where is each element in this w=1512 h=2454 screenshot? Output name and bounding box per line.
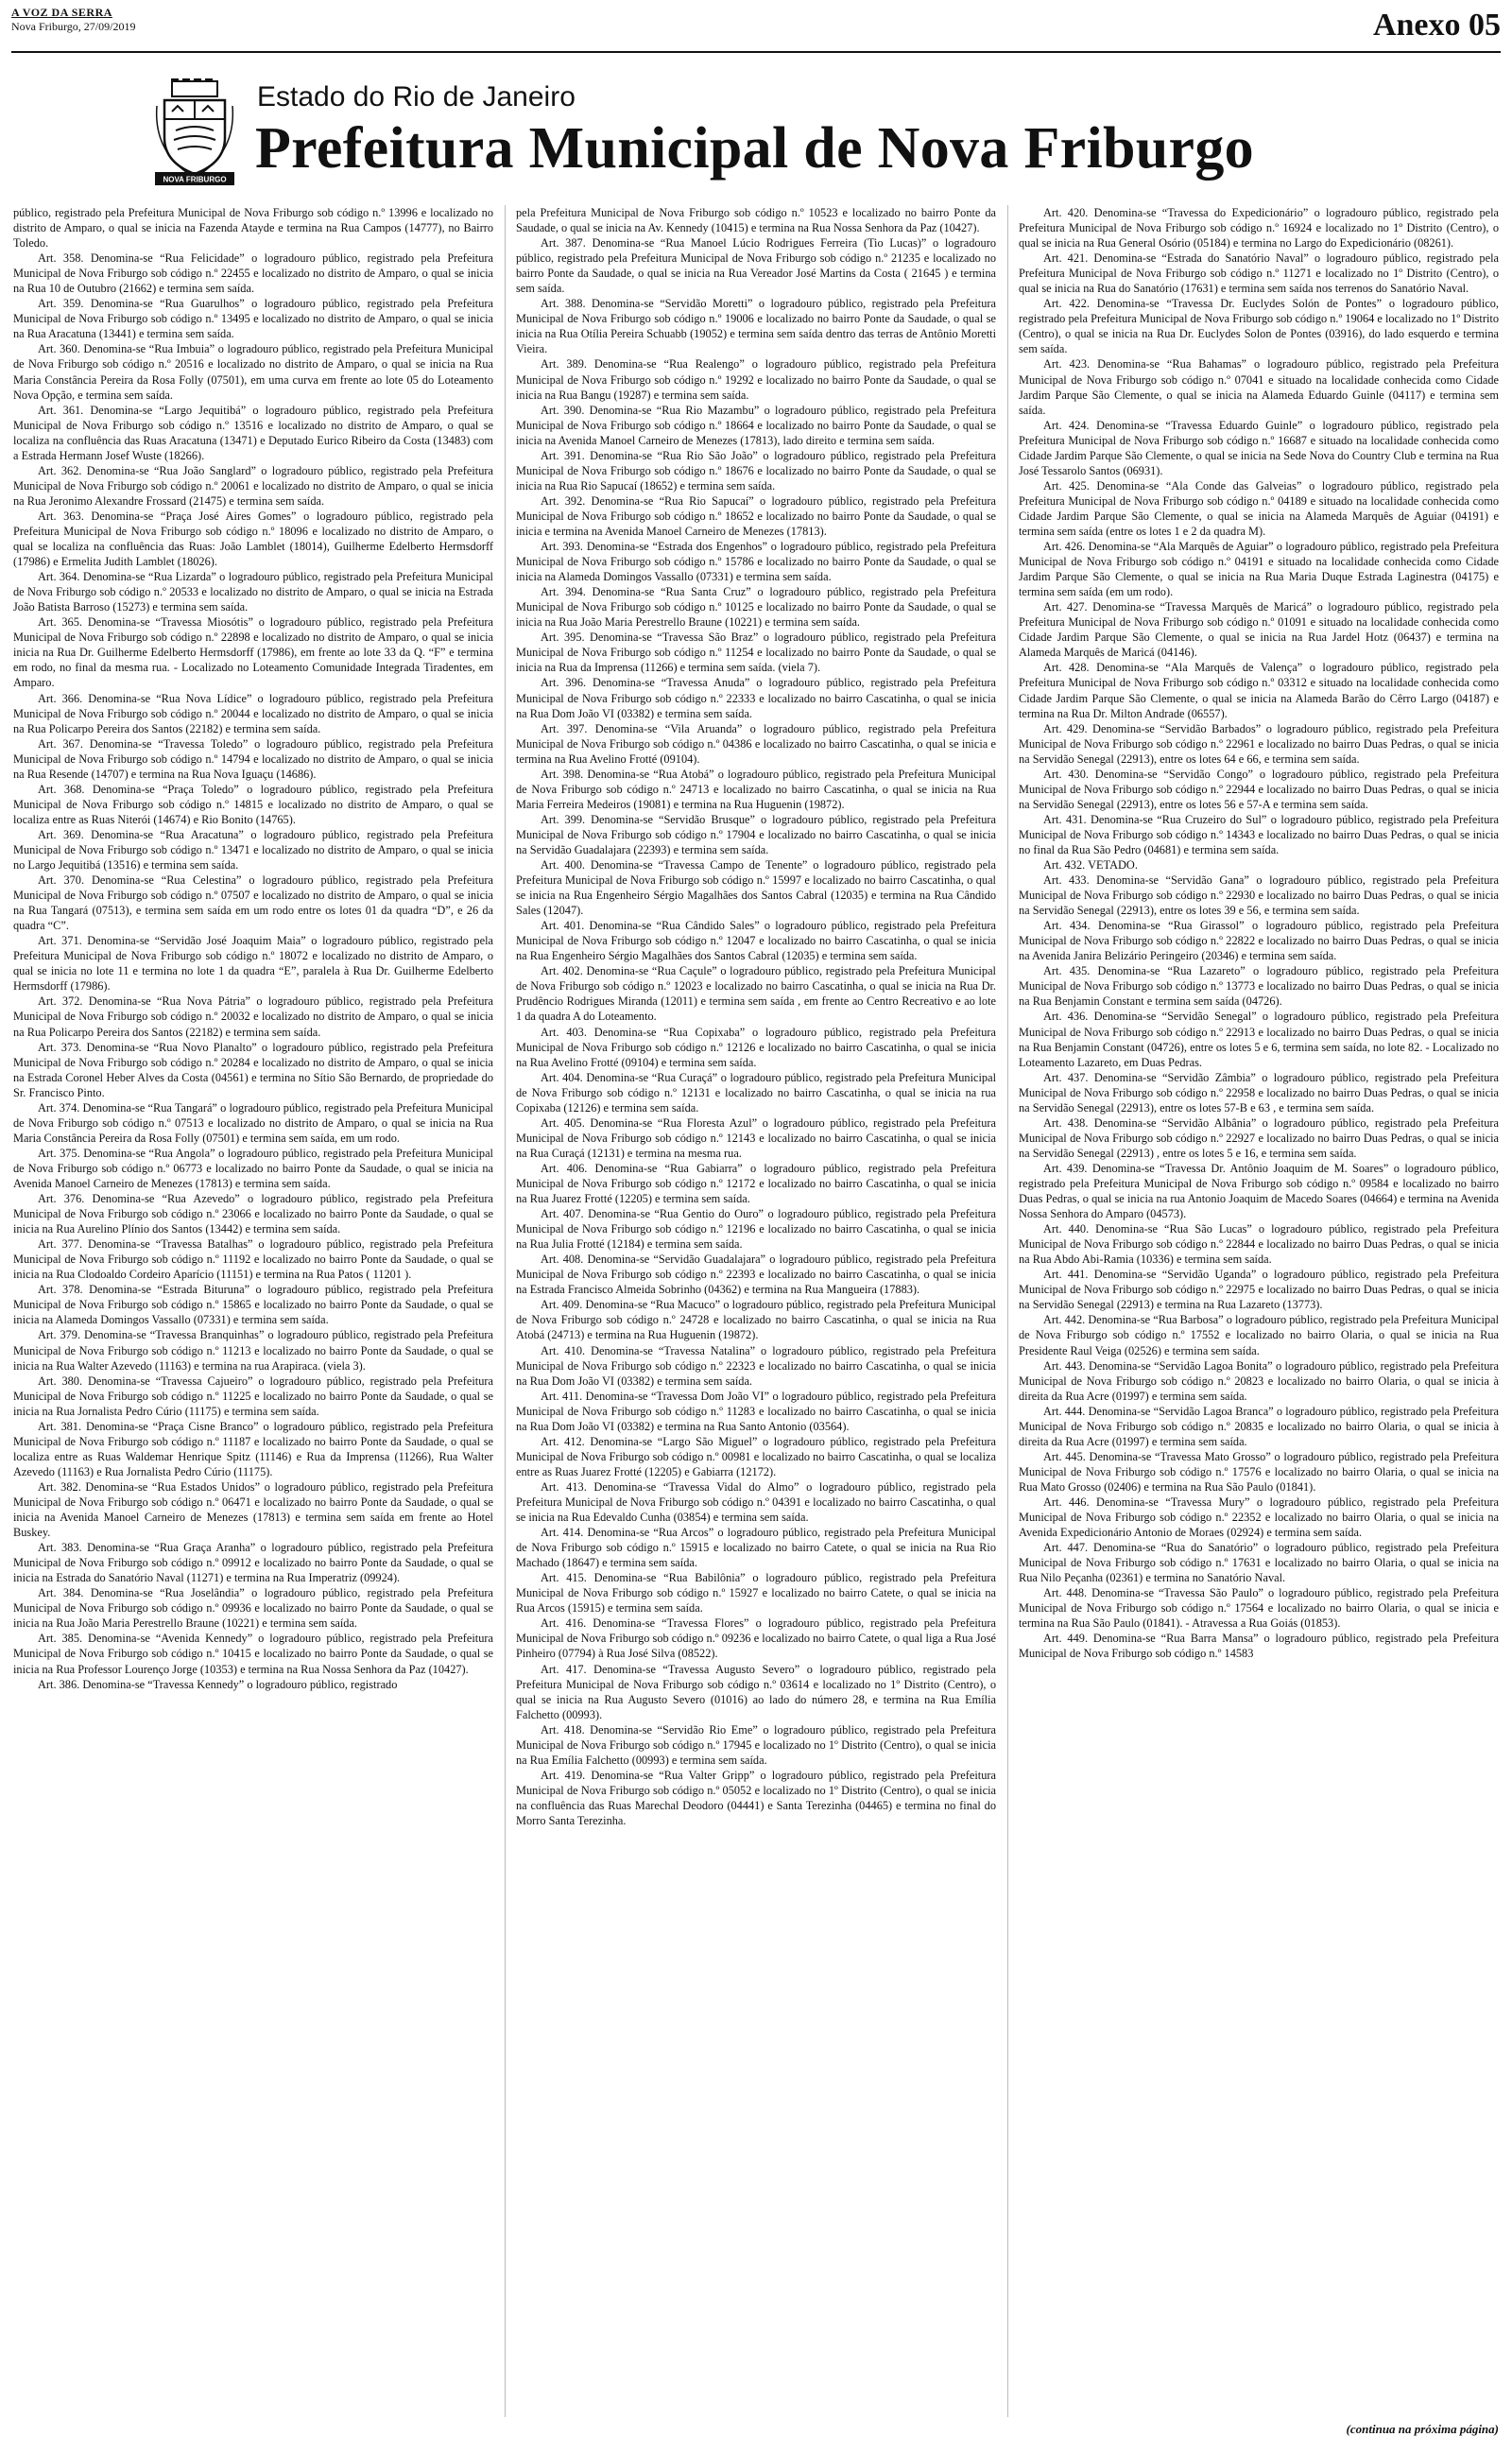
article-paragraph: Art. 410. Denomina-se “Travessa Natalina” o logradouro público, registrado pela Prefeitura Municipal de Nova Friburgo sob código n.º 22323 e localizado no bairro Cascatinha, o qual se inicia na Rua Dom João VI (03382) e termina sem saída. [516, 1343, 996, 1388]
article-paragraph: Art. 403. Denomina-se “Rua Copixaba” o logradouro público, registrado pela Prefeitura Municipal de Nova Friburgo sob código n.º 12126 e localizado no bairro Cascatinha, o qual se inicia na Rua Avelino Frotté (09104) e termina sem saída. [516, 1025, 996, 1069]
article-paragraph: Art. 359. Denomina-se “Rua Guarulhos” o logradouro público, registrado pela Prefeitura Municipal de Nova Friburgo sob código n.º 13495 e localizado no distrito de Amparo, o qual se inicia na Rua Aracatuna (13441) e termina sem saída. [13, 297, 493, 341]
text-column-3 [1019, 205, 1499, 2417]
article-paragraph: Art. 365. Denomina-se “Travessa Miosótis” o logradouro público, registrado pela Prefeitura Municipal de Nova Friburgo sob código n.º 22898 e localizado no distrito de Amparo, o qual se inicia inicia na Rua Dr. Guilherme Edelberto Hermsdorff (17986), em frente ao lote 33 da Q. “F” e termina em rodo, no final da mesma rua. - Localizado no Loteamento Comunidade Integrada Tiradentes, em Amparo. [13, 615, 493, 690]
article-paragraph: Art. 440. Denomina-se “Rua São Lucas” o logradouro público, registrado pela Prefeitura Municipal de Nova Friburgo sob código n.º 22844 e localizado no bairro Duas Pedras, o qual se inicia na Rua Abdo Abi-Ramia (10336) e termina sem saída. [1019, 1222, 1499, 1267]
article-paragraph: Art. 421. Denomina-se “Estrada do Sanatório Naval” o logradouro público, registrado pela Prefeitura Municipal de Nova Friburgo sob código n.º 11271 e localizado no 1º Distrito (Centro), o qual se inicia na Rua do Sanatório (17631) e termina sem saída nos terrenos do Sanatório Naval. [1019, 251, 1499, 296]
article-paragraph: Art. 368. Denomina-se “Praça Toledo” o logradouro público, registrado pela Prefeitura Municipal de Nova Friburgo sob código n.º 14815 e localizado no distrito de Amparo, o qual se localiza entre as Ruas Niterói (14674) e Rio Bonito (14765). [13, 782, 493, 826]
article-paragraph: Art. 444. Denomina-se “Servidão Lagoa Branca” o logradouro público, registrado pela Prefeitura Municipal de Nova Friburgo sob código n.º 20835 e localizado no bairro Olaria, o qual se inicia à direita da Rua Acre (01997) e termina sem saída. [1019, 1404, 1499, 1448]
article-paragraph: Art. 402. Denomina-se “Rua Caçule” o logradouro público, registrado pela Prefeitura Municipal de Nova Friburgo sob código n.º 12023 e localizado no bairro Cascatinha, o qual se inicia na Rua Dr. Prudêncio Rodrigues Miranda (12011) e termina sem saída , em frente ao Centro Recreativo e ao lote 1 da quadra A do Loteamento. [516, 964, 996, 1024]
coat-of-arms-icon [151, 78, 238, 191]
article-paragraph: Art. 419. Denomina-se “Rua Valter Gripp” o logradouro público, registrado pela Prefeitura Municipal de Nova Friburgo sob código n.º 05052 e localizado no 1º Distrito (Centro), o qual se inicia na confluência das Ruas Marechal Deodoro (04441) e Santa Terezinha (04465) e termina no final do Morro Santa Terezinha. [516, 1768, 996, 1827]
article-paragraph: Art. 414. Denomina-se “Rua Arcos” o logradouro público, registrado pela Prefeitura Municipal de Nova Friburgo sob código n.º 15915 e localizado no bairro Catete, o qual se inicia na Rua Rio Machado (18647) e termina sem saída. [516, 1526, 996, 1570]
article-paragraph: Art. 389. Denomina-se “Rua Realengo” o logradouro público, registrado pela Prefeitura Municipal de Nova Friburgo sob código n.º 19292 e localizado no bairro Ponte da Saudade, o qual se inicia na Rua Bangu (19287) e termina sem saída. [516, 357, 996, 402]
article-paragraph: Art. 362. Denomina-se “Rua João Sanglard” o logradouro público, registrado pela Prefeitura Municipal de Nova Friburgo sob código n.º 20061 e localizado no distrito de Amparo, o qual se inicia na Rua Jeronimo Alexandre Frossard (21475) e termina sem saída. [13, 463, 493, 508]
article-paragraph: Art. 394. Denomina-se “Rua Santa Cruz” o logradouro público, registrado pela Prefeitura Municipal de Nova Friburgo sob código n.º 10125 e localizado no bairro Ponte da Saudade, o qual se inicia na Rua João Maria Perestrello Braune (10221) e termina sem saída. [516, 585, 996, 630]
article-paragraph: Art. 380. Denomina-se “Travessa Cajueiro” o logradouro público, registrado pela Prefeitura Municipal de Nova Friburgo sob código n.º 11225 e localizado no bairro Ponte da Saudade, o qual se inicia na Rua Jornalista Pedro Cúrio (11175) e termina sem saída. [13, 1374, 493, 1418]
article-paragraph: Art. 397. Denomina-se “Vila Aruanda” o logradouro público, registrado pela Prefeitura Municipal de Nova Friburgo sob código n.º 04386 e localizado no bairro Cascatinha, o qual se inicia e termina na Rua Avelino Frotté (09104). [516, 721, 996, 766]
annex-label: Anexo 05 [1372, 8, 1501, 43]
article-paragraph: Art. 435. Denomina-se “Rua Lazareto” o logradouro público, registrado pela Prefeitura Municipal de Nova Friburgo sob código n.º 13773 e localizado no bairro Duas Pedras, o qual se inicia na Rua Benjamin Constant e termina sem saída (04726). [1019, 964, 1499, 1009]
article-paragraph: Art. 415. Denomina-se “Rua Babilônia” o logradouro público, registrado pela Prefeitura Municipal de Nova Friburgo sob código n.º 15927 e localizado no bairro Catete, o qual se inicia na Rua Arcos (15915) e termina sem saída. [516, 1571, 996, 1616]
article-paragraph: Art. 400. Denomina-se “Travessa Campo de Tenente” o logradouro público, registrado pela Prefeitura Municipal de Nova Friburgo sob código n.º 15997 e localizado no bairro Cascatinha, o qual se inicia na Rua Engenheiro Sérgio Magalhães dos Santos Cabral (12035) e termina na Rua Cândido Sales (12047). [516, 858, 996, 918]
article-paragraph: Art. 401. Denomina-se “Rua Cândido Sales” o logradouro público, registrado pela Prefeitura Municipal de Nova Friburgo sob código n.º 12047 e localizado no bairro Cascatinha, o qual se inicia na Rua Engenheiro Sérgio Magalhães dos Santos Cabral (12035) e termina sem saída. [516, 919, 996, 963]
article-paragraph: Art. 370. Denomina-se “Rua Celestina” o logradouro público, registrado pela Prefeitura Municipal de Nova Friburgo sob código n.º 07507 e localizado no distrito de Amparo, o qual se inicia na Rua Tangará (07513), e termina sem saída em um rodo entre os lotes 01 da quadra “D”, e 26 da quadra “C”. [13, 873, 493, 933]
article-paragraph: Art. 416. Denomina-se “Travessa Flores” o logradouro público, registrado pela Prefeitura Municipal de Nova Friburgo sob código n.º 09236 e localizado no bairro Catete, o qual liga a Rua José Pinheiro (07794) à Rua José Silva (08522). [516, 1616, 996, 1661]
article-paragraph: Art. 384. Denomina-se “Rua Joselândia” o logradouro público, registrado pela Prefeitura Municipal de Nova Friburgo sob código n.º 09936 e localizado no bairro Ponte da Saudade, o qual se inicia na Rua João Maria Perestrello Braune (10221) e termina sem saída. [13, 1586, 493, 1631]
article-paragraph: Art. 447. Denomina-se “Rua do Sanatório” o logradouro público, registrado pela Prefeitura Municipal de Nova Friburgo sob código n.º 17631 e localizado no bairro Olaria, o qual se inicia na Rua Nilo Peçanha (02361) e termina no Sanatório Naval. [1019, 1541, 1499, 1585]
article-paragraph: Art. 373. Denomina-se “Rua Novo Planalto” o logradouro público, registrado pela Prefeitura Municipal de Nova Friburgo sob código n.º 20284 e localizado no distrito de Amparo, o qual se inicia na Estrada Coronel Heber Alves da Costa (04561) e termina no Sítio São Bernardo, de propriedade do Sr. Francisco Pinto. [13, 1040, 493, 1099]
article-paragraph: Art. 439. Denomina-se “Travessa Dr. Antônio Joaquim de M. Soares” o logradouro público, registrado pela Prefeitura Municipal de Nova Friburgo sob código n.º 09584 e localizado no bairro Duas Pedras, o qual se inicia na rua Antonio Joaquim de Macedo Soares (04664) e termina na Avenida Nossa Senhora do Amparo (04573). [1019, 1161, 1499, 1221]
text-column-2 [516, 205, 996, 2417]
article-paragraph: Art. 412. Denomina-se “Largo São Miguel” o logradouro público, registrado pela Prefeitura Municipal de Nova Friburgo sob código n.º 00981 e localizado no bairro Cascatinha, o qual se localiza entre as Ruas Juarez Frotté (12205) e Gabiarra (12172). [516, 1434, 996, 1478]
article-paragraph: Art. 406. Denomina-se “Rua Gabiarra” o logradouro público, registrado pela Prefeitura Municipal de Nova Friburgo sob código n.º 12172 e localizado no bairro Cascatinha, o qual se inicia na Rua Juarez Frotté (12205) e termina sem saída. [516, 1161, 996, 1206]
article-paragraph: público, registrado pela Prefeitura Municipal de Nova Friburgo sob código n.º 13996 e localizado no distrito de Amparo, o qual se inicia na Fazenda Atayde e termina na Rua Campos (14777), no Bairro Toledo. [13, 206, 493, 251]
article-paragraph: Art. 393. Denomina-se “Estrada dos Engenhos” o logradouro público, registrado pela Prefeitura Municipal de Nova Friburgo sob código n.º 15786 e localizado no bairro Ponte da Saudade, o qual se inicia na Alameda Domingos Vassallo (07331) e termina sem saída. [516, 540, 996, 584]
article-paragraph: Art. 441. Denomina-se “Servidão Uganda” o logradouro público, registrado pela Prefeitura Municipal de Nova Friburgo sob código n.º 22975 e localizado no bairro Duas Pedras, o qual se inicia na Servidão Senegal (22913) e termina na Rua Lazareto (13773). [1019, 1268, 1499, 1312]
article-paragraph: Art. 398. Denomina-se “Rua Atobá” o logradouro público, registrado pela Prefeitura Municipal de Nova Friburgo sob código n.º 24713 e localizado no bairro Cascatinha, o qual se inicia na Rua Maria Ferreira Medeiros (19081) e termina na Rua Huguenin (19872). [516, 767, 996, 811]
header-rule [11, 51, 1501, 53]
article-paragraph: Art. 442. Denomina-se “Rua Barbosa” o logradouro público, registrado pela Prefeitura Municipal de Nova Friburgo sob código n.º 17552 e localizado no bairro Olaria, o qual se inicia na Rua Presidente Raul Veiga (02526) e termina sem saída. [1019, 1313, 1499, 1357]
article-paragraph: Art. 381. Denomina-se “Praça Cisne Branco” o logradouro público, registrado pela Prefeitura Municipal de Nova Friburgo sob código n.º 11187 e localizado no bairro Ponte da Saudade, o qual se localiza entre as Ruas Waldemar Henrique Spitz (11146) e Rua da Imprensa (11266), Rua Walter Azevedo (11163) e Rua Jornalista Pedro Cúrio (11175). [13, 1419, 493, 1478]
article-paragraph: Art. 431. Denomina-se “Rua Cruzeiro do Sul” o logradouro público, registrado pela Prefeitura Municipal de Nova Friburgo sob código n.º 14343 e localizado no bairro Duas Pedras, o qual se inicia no final da Rua São Pedro (04681) e termina sem saída. [1019, 812, 1499, 856]
article-paragraph: Art. 390. Denomina-se “Rua Rio Mazambu” o logradouro público, registrado pela Prefeitura Municipal de Nova Friburgo sob código n.º 18664 e localizado no bairro Ponte da Saudade, o qual se inicia na Avenida Manoel Carneiro de Menezes (17813), lado direito e termina sem saída. [516, 403, 996, 447]
article-paragraph: Art. 409. Denomina-se “Rua Macuco” o logradouro público, registrado pela Prefeitura Municipal de Nova Friburgo sob código n.º 24728 e localizado no bairro Cascatinha, o qual se inicia na Rua Atobá (24713) e termina na Rua Huguenin (19872). [516, 1298, 996, 1342]
page-header [11, 6, 1501, 55]
article-paragraph: Art. 382. Denomina-se “Rua Estados Unidos” o logradouro público, registrado pela Prefeitura Municipal de Nova Friburgo sob código n.º 06471 e localizado no bairro Ponte da Saudade, o qual se inicia na Avenida Manoel Carneiro de Menezes (17813) e termina sem saída em frente ao Hotel Buskey. [13, 1479, 493, 1540]
state-name: Estado do Rio de Janeiro [257, 81, 576, 112]
article-paragraph: Art. 427. Denomina-se “Travessa Marquês de Maricá” o logradouro público, registrado pela Prefeitura Municipal de Nova Friburgo sob código n.º 01091 e situado na localidade conhecida como Cidade Jardim Parque São Clemente, o qual se inicia na Rua Jardel Hotz (06437) e termina na Alameda Marquês de Maricá (04146). [1019, 600, 1499, 660]
article-paragraph: Art. 399. Denomina-se “Servidão Brusque” o logradouro público, registrado pela Prefeitura Municipal de Nova Friburgo sob código n.º 17904 e localizado no bairro Cascatinha, o qual se inicia na Servidão Guadalajara (22393) e termina sem saída. [516, 812, 996, 856]
article-paragraph: Art. 418. Denomina-se “Servidão Rio Eme” o logradouro público, registrado pela Prefeitura Municipal de Nova Friburgo sob código n.º 17945 e localizado no 1º Distrito (Centro), o qual se inicia na Rua Emília Falchetto (00993) e termina sem saída. [516, 1722, 996, 1767]
article-paragraph: Art. 437. Denomina-se “Servidão Zâmbia” o logradouro público, registrado pela Prefeitura Municipal de Nova Friburgo sob código n.º 22958 e localizado no bairro Duas Pedras, o qual se inicia na Servidão Senegal (22913), entre os lotes 57-B e 63 , e termina sem saída. [1019, 1070, 1499, 1115]
article-paragraph: Art. 378. Denomina-se “Estrada Bituruna” o logradouro público, registrado pela Prefeitura Municipal de Nova Friburgo sob código n.º 15865 e localizado no bairro Ponte da Saudade, o qual se inicia na Alameda Domingos Vassallo (07331) e termina sem saída. [13, 1283, 493, 1327]
article-paragraph: Art. 404. Denomina-se “Rua Curaçá” o logradouro público, registrado pela Prefeitura Municipal de Nova Friburgo sob código n.º 12131 e localizado no bairro Cascatinha, o qual se inicia na rua Copixaba (12126) e termina sem saída. [516, 1070, 996, 1115]
page-title: Prefeitura Municipal de Nova Friburgo [255, 116, 1254, 181]
article-paragraph: Art. 422. Denomina-se “Travessa Dr. Euclydes Solón de Pontes” o logradouro público, registrado pela Prefeitura Municipal de Nova Friburgo sob código n.º 19064 e localizado no 1º Distrito (Centro), o qual se inicia na Rua Dr. Euclydes Solon de Pontes (03916), do lado esquerdo e termina sem saída. [1019, 297, 1499, 356]
article-paragraph: Art. 374. Denomina-se “Rua Tangará” o logradouro público, registrado pela Prefeitura Municipal de Nova Friburgo sob código n.º 07513 e localizado no distrito de Amparo, o qual se inicia na Rua Maria Constância Pereira da Rosa Folly (07501) e termina sem saída, em um rodo. [13, 1100, 493, 1145]
article-paragraph: Art. 358. Denomina-se “Rua Felicidade” o logradouro público, registrado pela Prefeitura Municipal de Nova Friburgo sob código n.º 22455 e localizado no distrito de Amparo, o qual se inicia na Rua 10 de Outubro (21662) e termina sem saída. [13, 251, 493, 296]
column-divider [1007, 205, 1008, 2417]
newspaper-name: A VOZ DA SERRA [11, 6, 112, 19]
article-paragraph: Art. 423. Denomina-se “Rua Bahamas” o logradouro público, registrado pela Prefeitura Municipal de Nova Friburgo sob código n.º 07041 e situado na localidade conhecida como Cidade Jardim Parque São Clemente, o qual se inicia na Alameda Eduardo Guinle (04117) e termina sem saída. [1019, 357, 1499, 417]
column-divider [505, 205, 506, 2417]
article-paragraph: Art. 396. Denomina-se “Travessa Anuda” o logradouro público, registrado pela Prefeitura Municipal de Nova Friburgo sob código n.º 22333 e localizado no bairro Cascatinha, o qual se inicia na Rua Dom João VI (03382) e termina sem saída. [516, 676, 996, 720]
issue-date: Nova Friburgo, 27/09/2019 [11, 20, 136, 33]
article-paragraph: Art. 395. Denomina-se “Travessa São Braz” o logradouro público, registrado pela Prefeitura Municipal de Nova Friburgo sob código n.º 11254 e localizado no bairro Ponte da Saudade, o qual se inicia na Rua da Imprensa (11266) e termina sem saída. (viela 7). [516, 631, 996, 675]
article-paragraph: Art. 428. Denomina-se “Ala Marquês de Valença” o logradouro público, registrado pela Prefeitura Municipal de Nova Friburgo sob código n.º 03312 e situado na localidade conhecida como Cidade Jardim Parque São Clemente, o qual se inicia na Alameda Barão do Cêrro Largo (04187) e termina na Rua Dr. Milton Andrade (06557). [1019, 661, 1499, 720]
article-paragraph: Art. 436. Denomina-se “Servidão Senegal” o logradouro público, registrado pela Prefeitura Municipal de Nova Friburgo sob código n.º 22913 e localizado no bairro Duas Pedras, o qual se inicia na Rua Benjamin Constant (04726), entre os lotes 5 e 6, termina sem saída, no lote 82. - Localizado no Loteamento Lazareto, em Duas Pedras. [1019, 1010, 1499, 1069]
article-columns [13, 205, 1499, 2417]
article-paragraph: Art. 432. VETADO. [1043, 858, 1138, 873]
article-paragraph: Art. 413. Denomina-se “Travessa Vidal do Almo” o logradouro público, registrado pela Prefeitura Municipal de Nova Friburgo sob código n.º 04391 e localizado no bairro Cascatinha, o qual se inicia na Rua Edevaldo Cunha (03854) e termina sem saída. [516, 1479, 996, 1525]
article-paragraph: Art. 417. Denomina-se “Travessa Augusto Severo” o logradouro público, registrado pela Prefeitura Municipal de Nova Friburgo sob código n.º 03614 e localizado no 1º Distrito (Centro), o qual se inicia na Rua Augusto Severo (01016) ao lado do número 28, e termina na Rua Emília Falchetto (00993). [516, 1662, 996, 1721]
article-paragraph: Art. 430. Denomina-se “Servidão Congo” o logradouro público, registrado pela Prefeitura Municipal de Nova Friburgo sob código n.º 22944 e localizado no bairro Duas Pedras, o qual se inicia na Servidão Senegal (22913), entre os lotes 56 e 57-A e termina sem saída. [1019, 767, 1499, 811]
article-paragraph: pela Prefeitura Municipal de Nova Friburgo sob código n.º 10523 e localizado no bairro Ponte da Saudade, o qual se inicia na Av. Kennedy (10415) e termina na Rua Nossa Senhora da Paz (10427). [516, 206, 996, 235]
article-paragraph: Art. 360. Denomina-se “Rua Imbuia” o logradouro público, registrado pela Prefeitura Municipal de Nova Friburgo sob código n.º 20516 e localizado no distrito de Amparo, o qual se inicia na Rua Maria Constância Pereira da Rosa Folly (07501), em uma curva em frente ao lote 05 do Loteamento Nova Opção, e termina sem saída. [13, 342, 493, 402]
article-paragraph: Art. 383. Denomina-se “Rua Graça Aranha” o logradouro público, registrado pela Prefeitura Municipal de Nova Friburgo sob código n.º 09912 e localizado no bairro Ponte da Saudade, o qual se inicia na Estrada do Sanatório Naval (11271) e termina na Rua Imperatriz (09924). [13, 1541, 493, 1585]
article-paragraph: Art. 369. Denomina-se “Rua Aracatuna” o logradouro público, registrado pela Prefeitura Municipal de Nova Friburgo sob código n.º 13471 e localizado no distrito de Amparo, o qual se inicia no Largo Jequitibá (13516) e termina sem saída. [13, 827, 493, 873]
article-paragraph: Art. 448. Denomina-se “Travessa São Paulo” o logradouro público, registrado pela Prefeitura Municipal de Nova Friburgo sob código n.º 17564 e localizado no bairro Olaria, o qual se inicia e termina na Rua São Paulo (01841). - Atravessa a Rua Goiás (01853). [1019, 1586, 1499, 1631]
article-paragraph: Art. 425. Denomina-se “Ala Conde das Galveias” o logradouro público, registrado pela Prefeitura Municipal de Nova Friburgo sob código n.º 04189 e situado na localidade conhecida como Cidade Jardim Parque São Clemente, o qual se inicia na Alameda Marquês de Aguiar (04191) e termina sem saída (entre os lotes 1 e 2 da quadra M). [1019, 478, 1499, 538]
article-paragraph: Art. 367. Denomina-se “Travessa Toledo” o logradouro público, registrado pela Prefeitura Municipal de Nova Friburgo sob código n.º 14794 e localizado no distrito de Amparo, o qual se inicia na Rua Resende (14707) e termina na Rua Nova Iguaçu (14686). [13, 736, 493, 781]
article-paragraph: Art. 426. Denomina-se “Ala Marquês de Aguiar” o logradouro público, registrado pela Prefeitura Municipal de Nova Friburgo sob código n.º 04191 e situado na localidade conhecida como Cidade Jardim Parque São Clemente, o qual se inicia na Rua Maria Duque Estrada Laginestra (04175) e termina sem saída (em um rodo). [1019, 540, 1499, 599]
article-paragraph: Art. 379. Denomina-se “Travessa Branquinhas” o logradouro público, registrado pela Prefeitura Municipal de Nova Friburgo sob código n.º 11213 e localizado no bairro Ponte da Saudade, o qual se inicia na Rua Walter Azevedo (11163) e termina na rua Arapiraca. (viela 3). [13, 1328, 493, 1373]
article-paragraph: Art. 446. Denomina-se “Travessa Mury” o logradouro público, registrado pela Prefeitura Municipal de Nova Friburgo sob código n.º 22352 e localizado no bairro Olaria, o qual se inicia na Avenida Expedicionário Antonio de Moraes (02924) e termina sem saída. [1019, 1495, 1499, 1540]
article-paragraph: Art. 405. Denomina-se “Rua Floresta Azul” o logradouro público, registrado pela Prefeitura Municipal de Nova Friburgo sob código n.º 12143 e localizado no bairro Cascatinha, o qual se inicia na Rua Curaçá (12131) e termina na mesma rua. [516, 1115, 996, 1160]
article-paragraph: Art. 385. Denomina-se “Avenida Kennedy” o logradouro público, registrado pela Prefeitura Municipal de Nova Friburgo sob código n.º 10415 e localizado no bairro Ponte da Saudade, o qual se inicia na Rua Professor Lourenço Jorge (10353) e termina na Rua Nossa Senhora da Paz (10427). [13, 1632, 493, 1676]
article-paragraph: Art. 449. Denomina-se “Rua Barra Mansa” o logradouro público, registrado pela Prefeitura Municipal de Nova Friburgo sob código n.º 14583 [1019, 1632, 1499, 1661]
article-paragraph: Art. 361. Denomina-se “Largo Jequitibá” o logradouro público, registrado pela Prefeitura Municipal de Nova Friburgo sob código n.º 13516 e localizado no distrito de Amparo, o qual se localiza na confluência das Ruas Aracatuna (13471) e Deputado Eurico Ribeiro da Costa (13483) com a Estrada Hermann Josef Wuste (18266). [13, 403, 493, 462]
article-paragraph: Art. 387. Denomina-se “Rua Manoel Lúcio Rodrigues Ferreira (Tio Lucas)” o logradouro público, registrado pela Prefeitura Municipal de Nova Friburgo sob código n.º 21235 e localizado no bairro Ponte da Saudade, o qual se inicia na Rua Vereador José Martins da Costa ( 21645 ) e termina sem saída. [516, 236, 996, 296]
article-paragraph: Art. 363. Denomina-se “Praça José Aires Gomes” o logradouro público, registrado pela Prefeitura Municipal de Nova Friburgo sob código n.º 18096 e localizado no distrito de Amparo, o qual se localiza na confluência das Ruas: João Lamblet (18014), Guilherme Edelberto Hermsdorff (17986) e Ermelita Judith Lamblet (18026). [13, 509, 493, 569]
article-paragraph: Art. 366. Denomina-se “Rua Nova Lídice” o logradouro público, registrado pela Prefeitura Municipal de Nova Friburgo sob código n.º 20044 e localizado no distrito de Amparo, o qual se inicia na Rua Policarpo Pereira dos Santos (22182) e termina sem saída. [13, 691, 493, 735]
article-paragraph: Art. 376. Denomina-se “Rua Azevedo” o logradouro público, registrado pela Prefeitura Municipal de Nova Friburgo sob código n.º 23066 e localizado no bairro Ponte da Saudade, o qual se inicia na Rua Aurelino Plínio dos Santos (13442) e termina sem saída. [13, 1192, 493, 1236]
article-paragraph: Art. 411. Denomina-se “Travessa Dom João VI” o logradouro público, registrado pela Prefeitura Municipal de Nova Friburgo sob código n.º 11283 e localizado no bairro Cascatinha, o qual se inicia na Rua Dom João VI (03382) e termina na Rua Santo Antonio (03564). [516, 1389, 996, 1433]
continued-note: (continua na próxima página) [1346, 2422, 1499, 2436]
article-paragraph: Art. 364. Denomina-se “Rua Lizarda” o logradouro público, registrado pela Prefeitura Municipal de Nova Friburgo sob código n.º 20533 e localizado no distrito de Amparo, o qual se inicia na Estrada João Batista Barroso (15273) e termina sem saída. [13, 570, 493, 614]
article-paragraph: Art. 388. Denomina-se “Servidão Moretti” o logradouro público, registrado pela Prefeitura Municipal de Nova Friburgo sob código n.º 19006 e localizado no bairro Ponte da Saudade, o qual se inicia na Rua Otília Pereira Schuabb (19052) e termina sem saída dentro das terras de Antônio Moretti Vieira. [516, 297, 996, 356]
article-paragraph: Art. 434. Denomina-se “Rua Girassol” o logradouro público, registrado pela Prefeitura Municipal de Nova Friburgo sob código n.º 22822 e localizado no bairro Duas Pedras, o qual se inicia na Avenida Janira Belizário Peringeiro (20346) e termina sem saída. [1019, 919, 1499, 963]
article-paragraph: Art. 371. Denomina-se “Servidão José Joaquim Maia” o logradouro público, registrado pela Prefeitura Municipal de Nova Friburgo sob código n.º 18072 e localizado no distrito de Amparo, o qual se inicia no lote 11 e termina no lote 1 da quadra “E”, paralela à Rua Dr. Guilherme Edelberto Hermsdorff (17986). [13, 934, 493, 994]
article-paragraph: Art. 420. Denomina-se “Travessa do Expedicionário” o logradouro público, registrado pela Prefeitura Municipal de Nova Friburgo sob código n.º 16924 e localizado no 1º Distrito (Centro), o qual se inicia na Rua General Osório (05184) e termina no Largo do Expedicionário (08261). [1019, 206, 1499, 251]
article-paragraph: Art. 377. Denomina-se “Travessa Batalhas” o logradouro público, registrado pela Prefeitura Municipal de Nova Friburgo sob código n.º 11192 e localizado no bairro Ponte da Saudade, o qual se inicia na Rua Clodoaldo Cordeiro Aparício (11151) e termina na Rua Patos ( 11201 ). [13, 1237, 493, 1282]
crest-banner-text: NOVA FRIBURGO [163, 175, 227, 184]
article-paragraph: Art. 375. Denomina-se “Rua Angola” o logradouro público, registrado pela Prefeitura Municipal de Nova Friburgo sob código n.º 06773 e localizado no bairro Ponte da Saudade, o qual se inicia na Avenida Manoel Carneiro de Menezes (17813) e termina sem saída. [13, 1146, 493, 1190]
article-paragraph: Art. 372. Denomina-se “Rua Nova Pátria” o logradouro público, registrado pela Prefeitura Municipal de Nova Friburgo sob código n.º 20032 e localizado no distrito de Amparo, o qual se inicia na Rua Policarpo Pereira dos Santos (22182) e termina sem saída. [13, 994, 493, 1039]
masthead [151, 76, 1380, 203]
article-paragraph: Art. 386. Denomina-se “Travessa Kennedy” o logradouro público, registrado [38, 1677, 398, 1691]
article-paragraph: Art. 407. Denomina-se “Rua Gentio do Ouro” o logradouro público, registrado pela Prefeitura Municipal de Nova Friburgo sob código n.º 12196 e localizado no bairro Cascatinha, o qual se inicia na Rua Julia Frotté (12184) e termina sem saída. [516, 1207, 996, 1252]
article-paragraph: Art. 391. Denomina-se “Rua Rio São João” o logradouro público, registrado pela Prefeitura Municipal de Nova Friburgo sob código n.º 18676 e localizado no bairro Ponte da Saudade, o qual se inicia na Rua Rio Sapucaí (18652) e termina sem saída. [516, 448, 996, 493]
article-paragraph: Art. 443. Denomina-se “Servidão Lagoa Bonita” o logradouro público, registrado pela Prefeitura Municipal de Nova Friburgo sob código n.º 20823 e localizado no bairro Olaria, o qual se inicia à direita da Rua Acre (01997) e termina sem saída. [1019, 1358, 1499, 1403]
article-paragraph: Art. 429. Denomina-se “Servidão Barbados” o logradouro público, registrado pela Prefeitura Municipal de Nova Friburgo sob código n.º 22961 e localizado no bairro Duas Pedras, o qual se inicia na Servidão Senegal (22913), entre os lotes 64 e 66, e termina sem saída. [1019, 721, 1499, 766]
article-paragraph: Art. 438. Denomina-se “Servidão Albânia” o logradouro público, registrado pela Prefeitura Municipal de Nova Friburgo sob código n.º 22927 e localizado no bairro Duas Pedras, o qual se inicia na Servidão Senegal (22913) , entre os lotes 5 e 16, e termina sem saída. [1019, 1115, 1499, 1160]
article-paragraph: Art. 433. Denomina-se “Servidão Gana” o logradouro público, registrado pela Prefeitura Municipal de Nova Friburgo sob código n.º 22930 e localizado no bairro Duas Pedras, o qual se inicia na Servidão Senegal (22913), entre os lotes 39 e 56, e termina sem saída. [1019, 873, 1499, 918]
article-paragraph: Art. 424. Denomina-se “Travessa Eduardo Guinle” o logradouro público, registrado pela Prefeitura Municipal de Nova Friburgo sob código n.º 16687 e situado na localidade conhecida como Cidade Jardim Parque São Clemente, o qual se inicia na Sede Nova do Country Club e termina na Rua José Tessarolo Santos (06931). [1019, 418, 1499, 477]
article-paragraph: Art. 392. Denomina-se “Rua Rio Sapucaí” o logradouro público, registrado pela Prefeitura Municipal de Nova Friburgo sob código n.º 18652 e localizado no bairro Ponte da Saudade, o qual se inicia e termina na Avenida Manoel Carneiro de Menezes (17813). [516, 493, 996, 538]
article-paragraph: Art. 408. Denomina-se “Servidão Guadalajara” o logradouro público, registrado pela Prefeitura Municipal de Nova Friburgo sob código n.º 22393 e localizado no bairro Cascatinha, o qual se inicia na Estrada Francisco Almeida Sobrinho (04362) e termina na Rua Mangueira (17883). [516, 1253, 996, 1297]
article-paragraph: Art. 445. Denomina-se “Travessa Mato Grosso” o logradouro público, registrado pela Prefeitura Municipal de Nova Friburgo sob código n.º 17576 e localizado no bairro Olaria, o qual se inicia na Rua Mato Grosso (02406) e termina na Rua São Paulo (01841). [1019, 1449, 1499, 1494]
text-column-1 [13, 205, 493, 2417]
